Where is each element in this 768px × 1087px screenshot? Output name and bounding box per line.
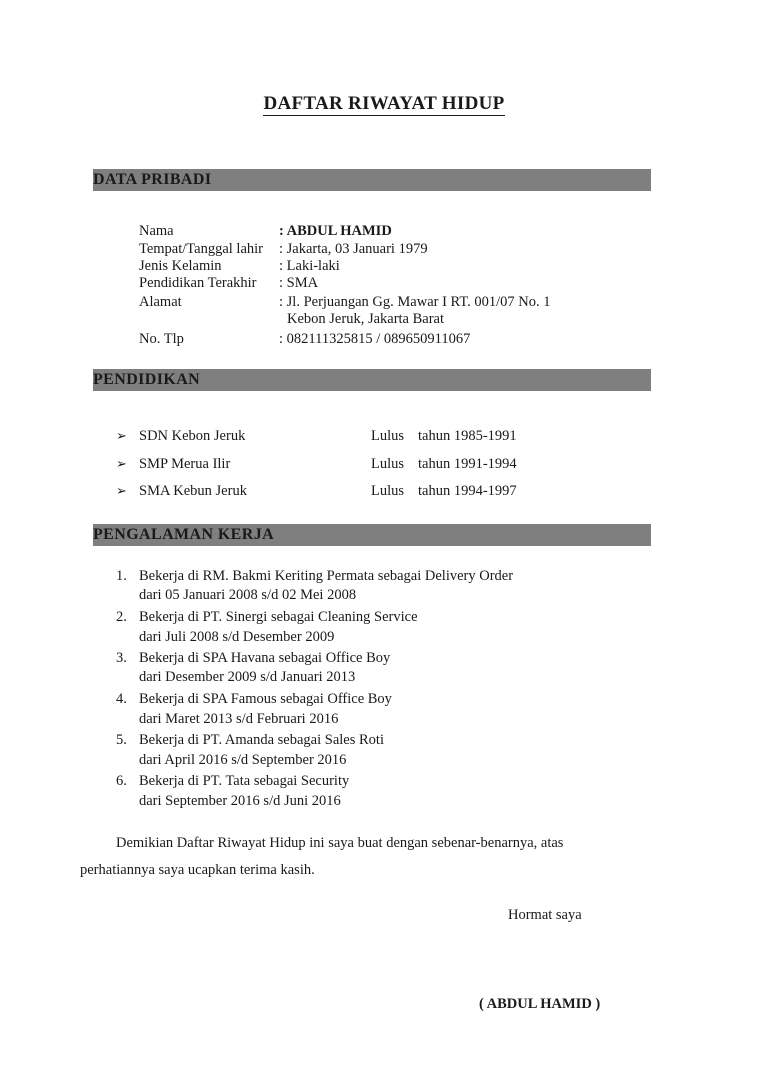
item-number: 1. (116, 568, 127, 584)
section-heading-personal: DATA PRIBADI (93, 171, 212, 188)
graduation-status: Lulus (371, 483, 405, 499)
job-dates: dari 05 Januari 2008 s/d 02 Mei 2008 (139, 587, 357, 603)
item-number: 4. (116, 691, 127, 707)
value-gender: : Laki-laki (279, 258, 340, 274)
job-title: Bekerja di PT. Tata sebagai Security (139, 773, 350, 789)
value-name: : ABDUL HAMID (279, 223, 392, 239)
school-name: SDN Kebon Jeruk (139, 428, 246, 444)
arrow-bullet-icon: ➢ (116, 456, 127, 471)
school-years: tahun 1985-1991 (418, 428, 517, 444)
item-number: 2. (116, 609, 127, 625)
arrow-bullet-icon: ➢ (116, 428, 127, 443)
label-birth: Tempat/Tanggal lahir (139, 241, 263, 257)
label-phone: No. Tlp (139, 331, 184, 347)
value-address: : Jl. Perjuangan Gg. Mawar I RT. 001/07 No. 1 (279, 294, 551, 310)
job-dates: dari September 2016 s/d Juni 2016 (139, 793, 341, 809)
job-title: Bekerja di PT. Amanda sebagai Sales Roti (139, 732, 384, 748)
job-dates: dari Desember 2009 s/d Januari 2013 (139, 669, 356, 685)
section-heading-education: PENDIDIKAN (93, 371, 201, 388)
document-title (0, 93, 768, 115)
regards-text: Hormat saya (508, 907, 582, 923)
section-heading-experience: PENGALAMAN KERJA (93, 526, 275, 543)
item-number: 3. (116, 650, 127, 666)
job-dates: dari Juli 2008 s/d Desember 2009 (139, 629, 335, 645)
value-phone: : 082111325815 / 089650911067 (279, 331, 471, 347)
job-title: Bekerja di RM. Bakmi Keriting Permata sebagai Delivery Order (139, 568, 514, 584)
school-years: tahun 1991-1994 (418, 456, 517, 472)
job-title: Bekerja di PT. Sinergi sebagai Cleaning Service (139, 609, 418, 625)
signature-name: ( ABDUL HAMID ) (479, 996, 601, 1012)
closing-statement-line2: perhatiannya saya ucapkan terima kasih. (80, 862, 315, 878)
job-title: Bekerja di SPA Havana sebagai Office Boy (139, 650, 391, 666)
job-dates: dari April 2016 s/d September 2016 (139, 752, 347, 768)
value-education: : SMA (279, 275, 319, 291)
job-dates: dari Maret 2013 s/d Februari 2016 (139, 711, 339, 727)
document-title-text: DAFTAR RIWAYAT HIDUP (263, 93, 505, 114)
job-title: Bekerja di SPA Famous sebagai Office Boy (139, 691, 392, 707)
item-number: 5. (116, 732, 127, 748)
item-number: 6. (116, 773, 127, 789)
label-education: Pendidikan Terakhir (139, 275, 257, 291)
arrow-bullet-icon: ➢ (116, 483, 127, 498)
value-birth: : Jakarta, 03 Januari 1979 (279, 241, 428, 257)
closing-statement-line1: Demikian Daftar Riwayat Hidup ini saya buat dengan sebenar-benarnya, atas (116, 835, 564, 851)
label-gender: Jenis Kelamin (139, 258, 222, 274)
label-address: Alamat (139, 294, 182, 310)
school-years: tahun 1994-1997 (418, 483, 517, 499)
graduation-status: Lulus (371, 428, 405, 444)
school-name: SMP Merua Ilir (139, 456, 231, 472)
graduation-status: Lulus (371, 456, 405, 472)
school-name: SMA Kebun Jeruk (139, 483, 247, 499)
value-address-line2: Kebon Jeruk, Jakarta Barat (287, 311, 445, 327)
label-name: Nama (139, 223, 174, 239)
